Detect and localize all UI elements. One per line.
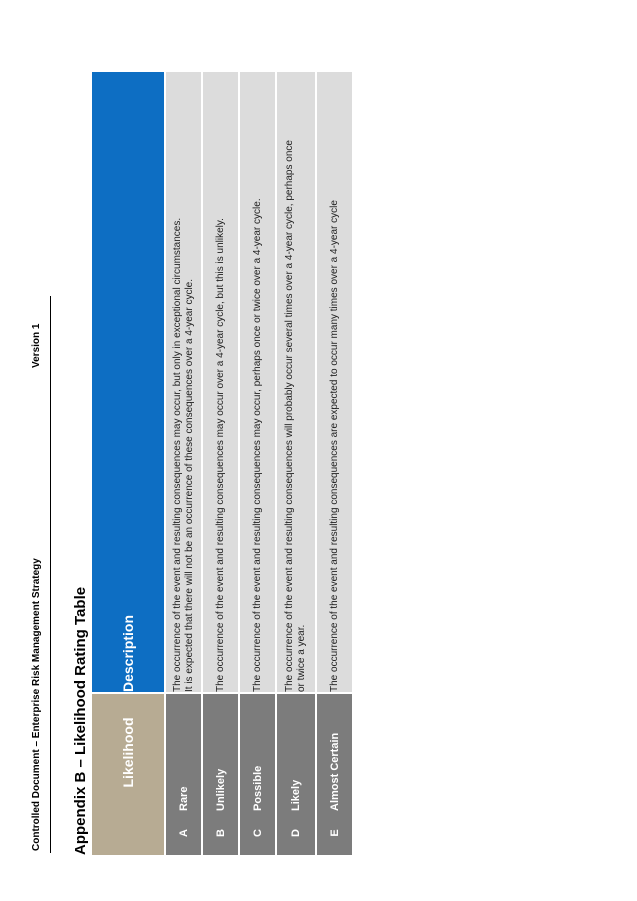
table-row	[276, 72, 316, 855]
likelihood-rating-table	[92, 72, 354, 855]
document-version: Version 1	[31, 323, 42, 368]
row-description	[202, 72, 239, 693]
description-line: The occurrence of the event and resulting consequences may occur, perhaps once or twice over a 4-year cycle.	[251, 198, 263, 692]
row-letter: E	[316, 811, 353, 855]
table-row	[316, 72, 353, 855]
row-letter: D	[276, 811, 316, 855]
row-likelihood: Possible	[239, 693, 276, 811]
table-row	[202, 72, 239, 855]
table-row	[165, 72, 202, 855]
row-likelihood: Unlikely	[202, 693, 239, 811]
header-description: Description	[92, 72, 165, 693]
description-line: or twice a year.	[296, 624, 307, 692]
page-title: Appendix B – Likelihood Rating Table	[72, 586, 89, 855]
header-blank-cell	[92, 811, 165, 855]
row-likelihood: Rare	[165, 693, 202, 811]
table-header-row	[92, 72, 165, 855]
header-likelihood: Likelihood	[92, 693, 165, 811]
description-line: It is expected that there will not be an occurrence of these consequences over a 4-year cycle.	[183, 278, 195, 692]
row-description	[165, 72, 202, 693]
description-line: The occurrence of the event and resulting consequences will probably occur several times over a 4-year cycle, perhaps once	[284, 140, 295, 692]
description-line: The occurrence of the event and resulting consequences may occur over a 4-year cycle, but this is unlikely.	[214, 218, 226, 692]
row-letter: B	[202, 811, 239, 855]
header-divider	[50, 296, 51, 853]
row-letter: C	[239, 811, 276, 855]
description-line: The occurrence of the event and resulting consequences may occur, but only in exceptional circumstances.	[171, 217, 183, 692]
row-description	[276, 72, 316, 693]
table-row	[239, 72, 276, 855]
row-likelihood: Almost Certain	[316, 693, 353, 811]
row-likelihood: Likely	[276, 693, 316, 811]
row-description	[239, 72, 276, 693]
row-letter: A	[165, 811, 202, 855]
description-line: The occurrence of the event and resulting consequences are expected to occur many times over a 4-year cycle	[328, 200, 340, 692]
document-header-title: Controlled Document – Enterprise Risk Management Strategy	[31, 558, 42, 851]
row-description	[316, 72, 353, 693]
